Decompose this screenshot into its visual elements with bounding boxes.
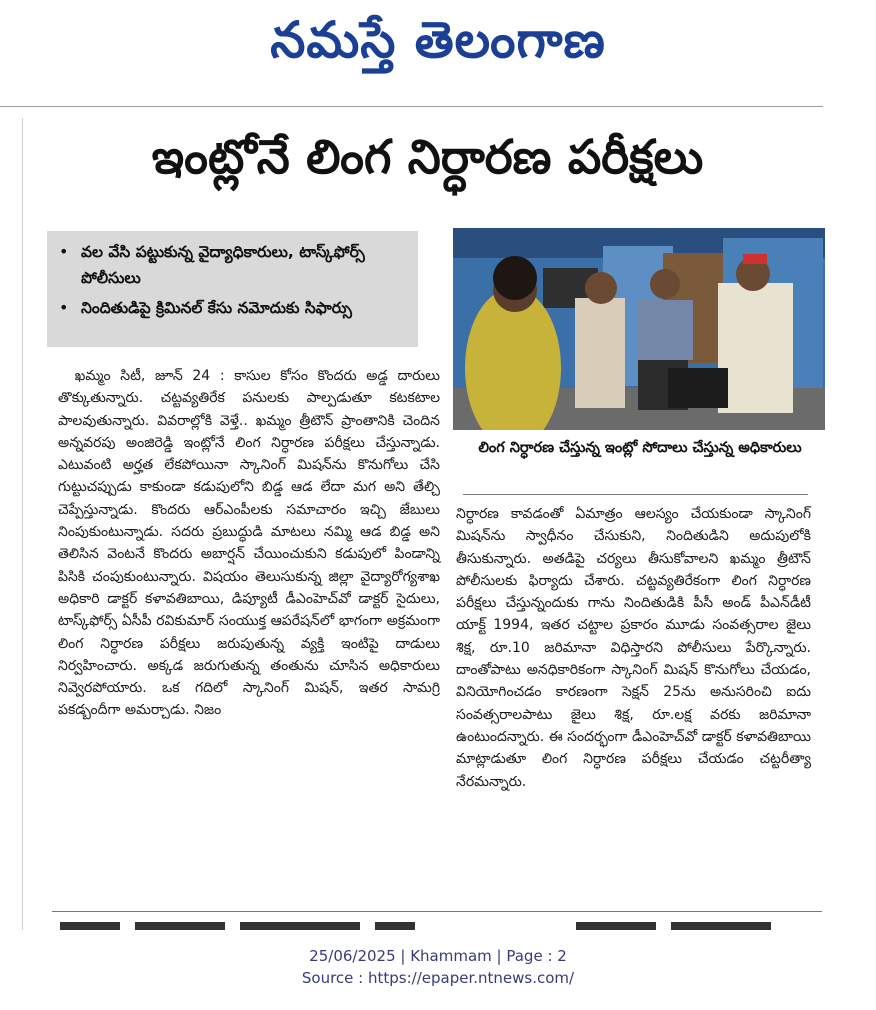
footer-date-line: 25/06/2025 | Khammam | Page : 2 bbox=[309, 947, 567, 965]
body-paragraph: ఖమ్మం సిటీ, జూన్ 24 : కాసుల కోసం కొందరు అడ్డ దారులు తొక్కుతున్నారు. చట్టవ్యతిరేక పనులకు పాల్పడుతూ కటకటాల పాలవుతున్నారు. వివరాల్లోకి వెళ్తే.. ఖమ్మం త్రీటౌన్ ప్రాంతానికి చెందిన అన్నవరపు అంజిరెడ్డి ఇంట్లోనే లింగ నిర్ధారణ పరీక్షలు చేస్తున్నాడు. ఎటువంటి అర్హత లేకపోయినా స్కానింగ్ మిషన్‌ను కొనుగోలు చేసి గుట్టుచప్పుడు కాకుండా కడుపులోని బిడ్డ ఆడ లేదా మగ అని తేల్చి చెప్పేస్తున్నాడు. కొందరు ఆర్‌ఎంపీలకు సమాచారం ఇచ్చి జేబులు నింపుకుంటున్నాడు. సదరు ప్రబుద్ధుడి మాటలు నమ్మి ఆడ బిడ్డ అని తెలిసిన వెంటనే కొందరు అబార్షన్ చేయించుకుని కడుపులో పిండాన్ని పిసికి చంపుకుంటున్నారు. విషయం తెలుసుకున్న జిల్లా వైద్యారోగ్యశాఖ అధికారి డాక్టర్ కళావతిబాయి, డిప్యూటీ డీఎంహెచ్‌వో డాక్టర్ సైదులు, టాస్క్‌ఫోర్స్ ఏసీపీ రవికుమార్ సంయుక్త ఆపరేషన్‌లో భాగంగా అక్రమంగా లింగ నిర్ధారణ పరీక్షలు జరుపుతున్న వ్యక్తి ఇంటిపై దాడులు నిర్వహించారు. అక్కడ జరుగుతున్న తంతును చూసిన అధికారులు నివ్వెరపోయారు. ఒక గదిలో స్కానింగ్ మిషన్, ఇతర సామగ్రి పకడ్బందీగా అమర్చాడు. నిజం bbox=[58, 368, 440, 719]
bullet-icon: • bbox=[59, 298, 69, 317]
masthead bbox=[0, 0, 876, 80]
highlight-item bbox=[59, 239, 408, 291]
article-headline: ఇంట్లోనే లింగ నిర్ధారణ పరీక్షలు bbox=[151, 130, 704, 185]
photo-caption: లింగ నిర్ధారణ చేస్తున్న ఇంట్లో సోదాలు చేస్తున్న అధికారులు bbox=[478, 440, 802, 456]
article-bottom-divider bbox=[52, 911, 822, 912]
bullet-icon: • bbox=[59, 242, 69, 261]
highlight-text: నిందితుడిపై క్రిమినల్ కేసు నమోదుకు సిఫార్సు bbox=[81, 299, 352, 317]
article-body-left bbox=[58, 365, 440, 722]
next-article-cutoff bbox=[40, 918, 420, 930]
highlights-box bbox=[47, 231, 418, 347]
highlight-item bbox=[59, 295, 408, 321]
article-photo bbox=[453, 228, 825, 430]
next-article-cutoff bbox=[456, 918, 816, 930]
body-paragraph: నిర్ధారణ కావడంతో ఏమాత్రం ఆలస్యం చేయకుండా స్కానింగ్ మిషన్‌ను స్వాధీనం చేసుకుని, నిందితుడిని అదుపులోకి తీసుకున్నారు. అతడిపై చర్యలు తీసుకోవాలని ఖమ్మం త్రీటౌన్ పోలీసులకు ఫిర్యాదు చేశారు. చట్టవ్యతిరేకంగా లింగ నిర్ధారణ పరీక్షలు చేస్తున్నందుకు గాను నిందితుడికి పీసీ అండ్ పీఎన్‌డీటీ యాక్ట్ 1994, ఇతర చట్టాల ప్రకారం మూడు సంవత్సరాల జైలు శిక్ష, రూ.10 జరిమానా విధిస్తారని పోలీసులు పేర్కొన్నారు. దాంతోపాటు అనధికారికంగా స్కానింగ్ మిషన్ కొనుగోలు చేయడం, వినియోగించడం కారణంగా సెక్షన్ 25ను అనుసరించి ఐదు సంవత్సరాలపాటు జైలు శిక్ష, రూ.లక్ష వరకు జరిమానా ఉంటుందన్నారు. ఈ సందర్భంగా డీఎంహెచ్‌వో డాక్టర్ కళావతిబాయి మాట్లాడుతూ లింగ నిర్ధారణ పరీక్షలు చేయడం చట్టరీత్యా నేరమన్నారు. bbox=[456, 506, 811, 790]
masthead-divider bbox=[0, 106, 823, 107]
column-divider-left bbox=[22, 118, 23, 930]
highlight-text: వల వేసి పట్టుకున్న వైద్యాధికారులు, టాస్క్‌ఫోర్స్ పోలీసులు bbox=[81, 243, 365, 287]
caption-divider bbox=[463, 494, 808, 495]
newspaper-logo: నమస్తే తెలంగాణ bbox=[270, 10, 606, 69]
page-footer bbox=[0, 945, 876, 989]
article-body-right bbox=[456, 503, 811, 793]
footer-source-line: Source : https://epaper.ntnews.com/ bbox=[301, 969, 575, 987]
